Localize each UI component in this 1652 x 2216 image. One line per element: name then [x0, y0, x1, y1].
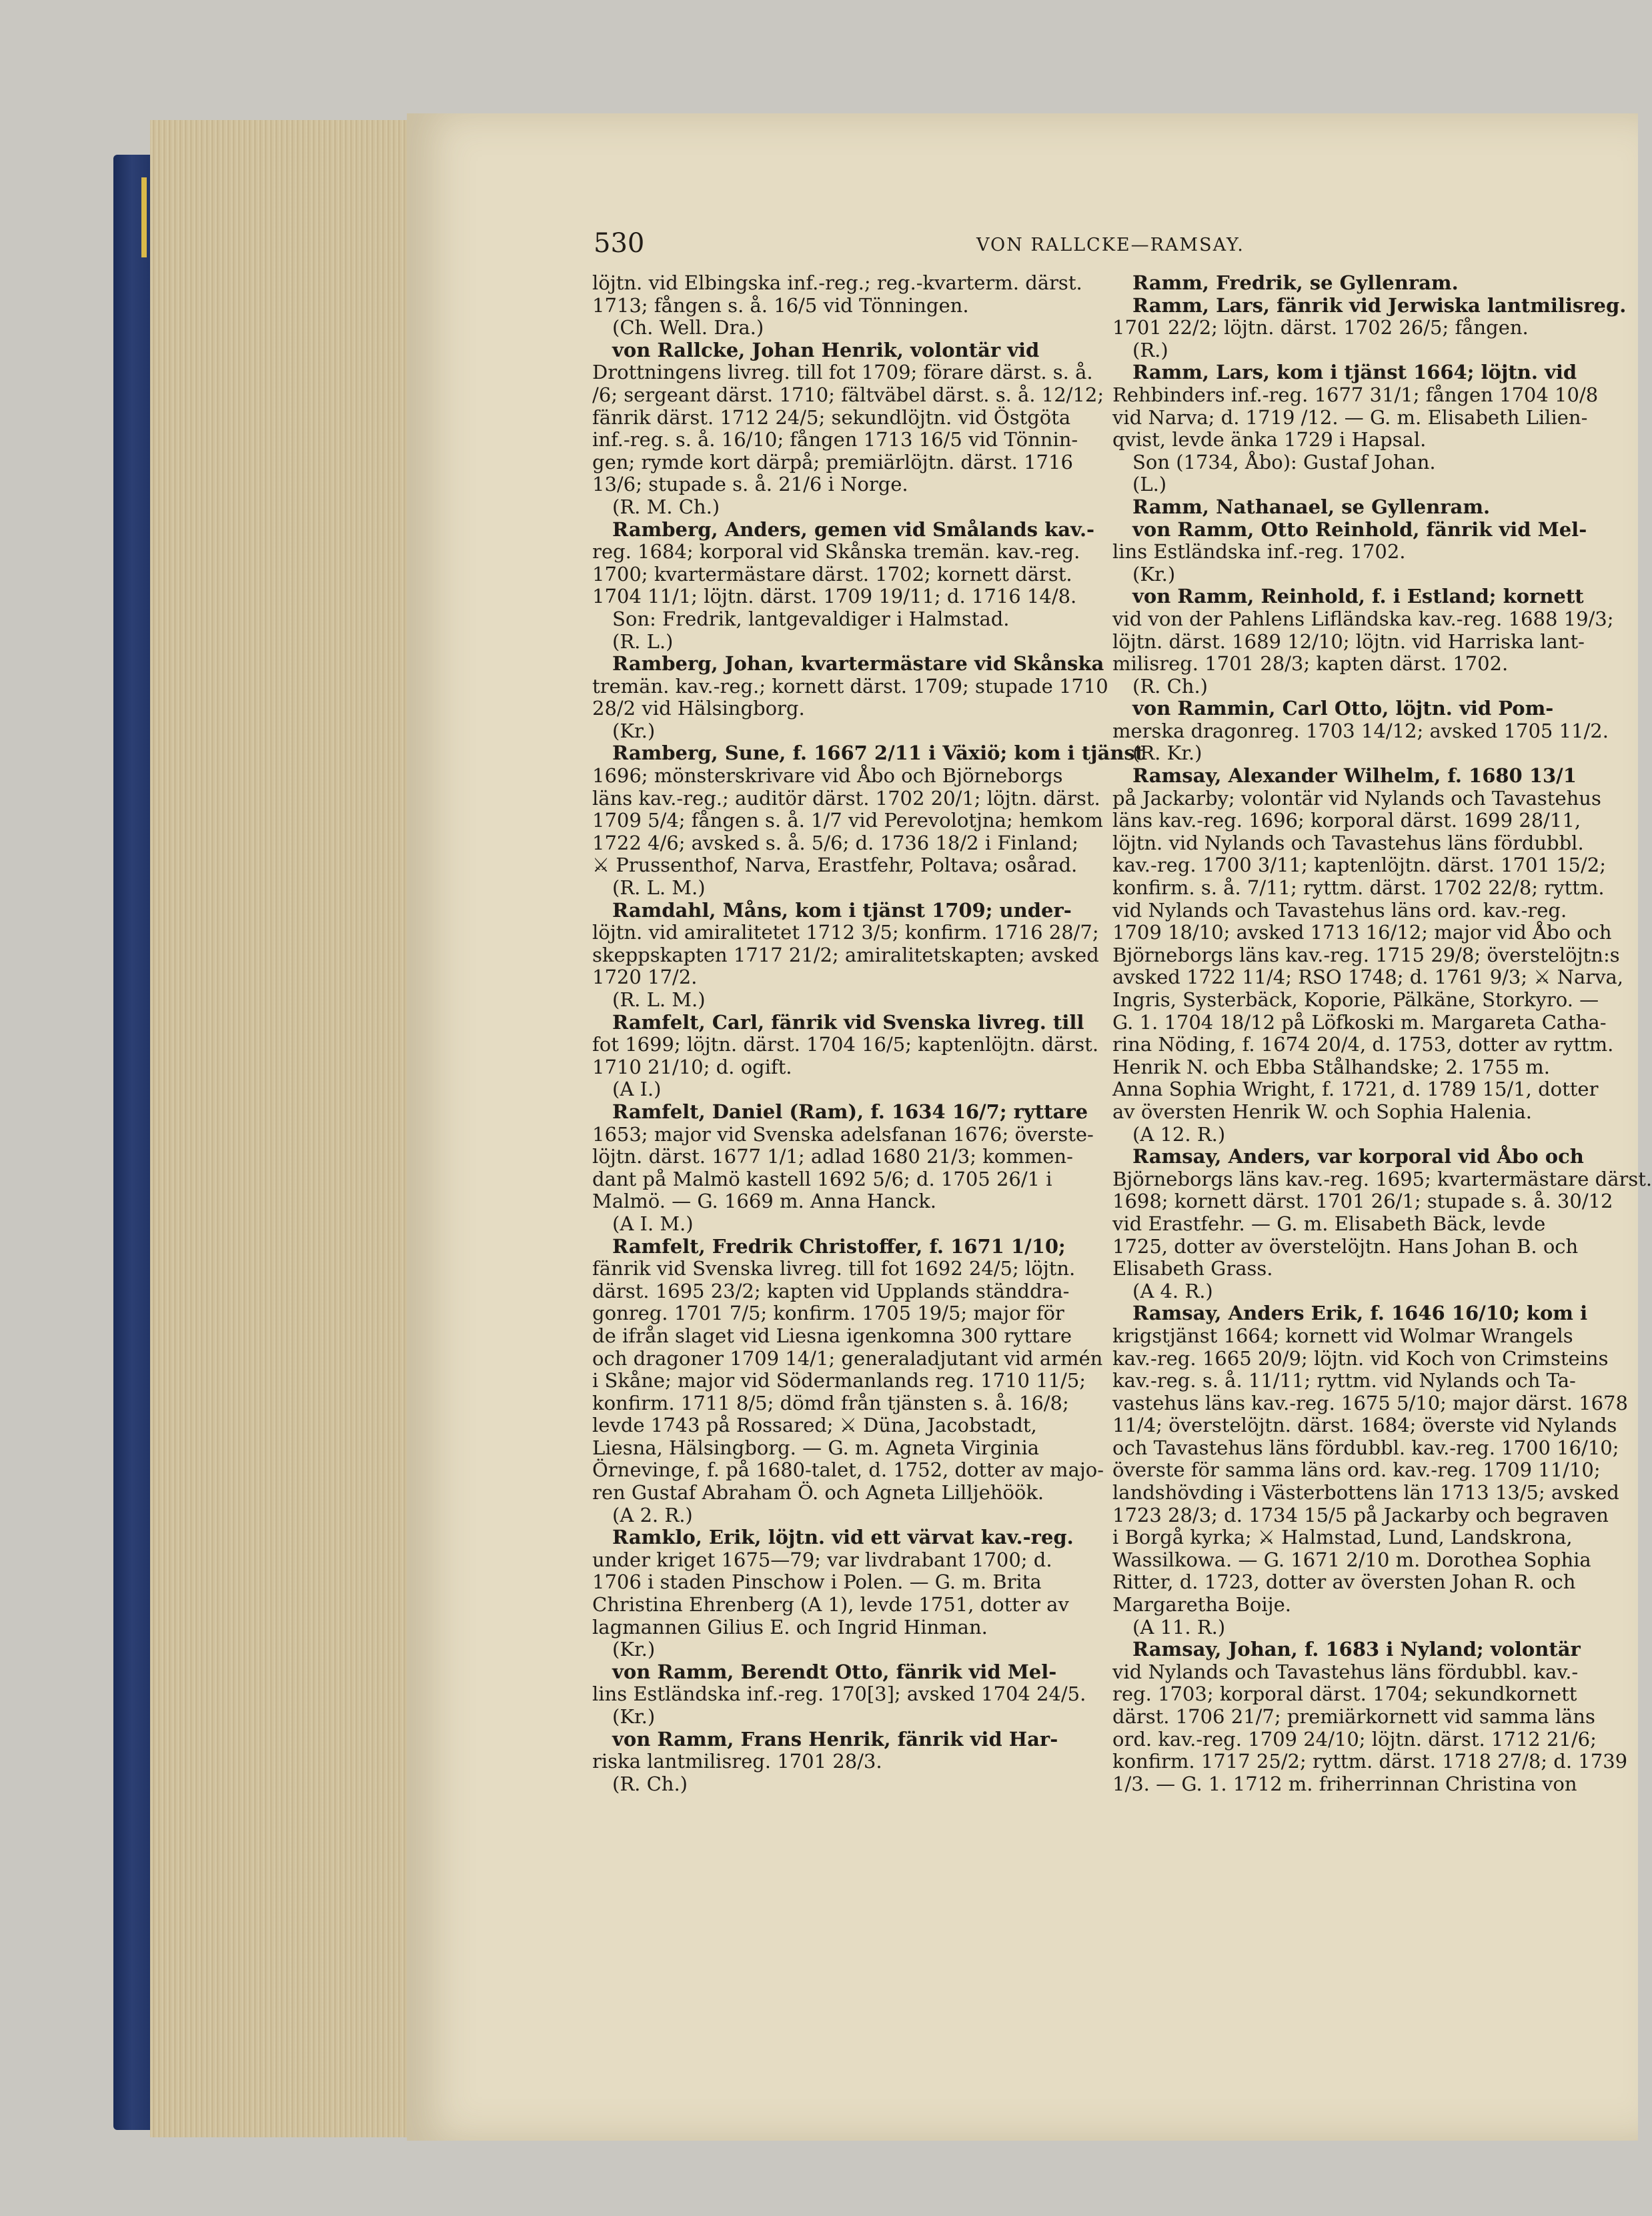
- text-line: löjtn. därst. 1689 12/10; löjtn. vid Harriska lant-: [1112, 630, 1585, 653]
- text-line: gonreg. 1701 7/5; konfirm. 1705 19/5; major för: [592, 1302, 1064, 1325]
- text-line: Christina Ehrenberg (A 1), levde 1751, dotter av: [592, 1593, 1069, 1616]
- text-line: 13/6; stupade s. å. 21/6 i Norge.: [592, 473, 908, 496]
- text-line: (R. L. M.): [612, 988, 706, 1011]
- text-line: reg. 1703; korporal därst. 1704; sekundkornett: [1112, 1683, 1577, 1706]
- text-line: von Rammin, Carl Otto, löjtn. vid Pom-: [1132, 697, 1554, 720]
- text-line: milisreg. 1701 28/3; kapten därst. 1702.: [1112, 652, 1509, 676]
- text-line: landshövding i Västerbottens län 1713 13/5; avsked: [1112, 1481, 1619, 1504]
- text-line: löjtn. vid Nylands och Tavastehus läns fördubbl.: [1112, 831, 1584, 854]
- text-line: (Kr.): [1132, 562, 1176, 586]
- text-line: (R. Kr.): [1132, 742, 1202, 765]
- text-line: Ramberg, Anders, gemen vid Smålands kav.-: [612, 517, 1095, 541]
- text-line: fänrik därst. 1712 24/5; sekundlöjtn. vid Östgöta: [592, 405, 1071, 429]
- text-line: (R. M. Ch.): [612, 495, 720, 518]
- text-line: gen; rymde kort därpå; premiärlöjtn. därst. 1716: [592, 450, 1073, 473]
- text-line: 1723 28/3; d. 1734 15/5 på Jackarby och begraven: [1112, 1503, 1609, 1526]
- text-line: och Tavastehus läns fördubbl. kav.-reg. 1700 16/10;: [1112, 1436, 1619, 1459]
- text-line: vid Nylands och Tavastehus läns ord. kav.-reg.: [1112, 898, 1567, 922]
- text-line: (A 11. R.): [1132, 1615, 1226, 1638]
- text-line: Ramfelt, Fredrik Christoffer, f. 1671 1/10;: [612, 1234, 1066, 1258]
- text-line: i Skåne; major vid Södermanlands reg. 1710 11/5;: [592, 1369, 1086, 1392]
- text-line: därst. 1706 21/7; premiärkornett vid samma läns: [1112, 1705, 1595, 1728]
- text-line: Rehbinders inf.-reg. 1677 31/1; fången 1704 10/8: [1112, 383, 1599, 406]
- text-line: Björneborgs läns kav.-reg. 1695; kvartermästare därst.: [1112, 1167, 1652, 1190]
- text-line: Drottningens livreg. till fot 1709; förare därst. s. å.: [592, 361, 1093, 384]
- text-line: skeppskapten 1717 21/2; amiralitetskapten; avsked: [592, 943, 1099, 966]
- text-line: konfirm. 1717 25/2; ryttm. därst. 1718 27/8; d. 1739: [1112, 1750, 1628, 1773]
- text-line: reg. 1684; korporal vid Skånska tremän. kav.-reg.: [592, 540, 1080, 564]
- text-line: Son: Fredrik, lantgevaldiger i Halmstad.: [612, 607, 1010, 630]
- text-line: kav.-reg. 1700 3/11; kaptenlöjtn. därst. 1701 15/2;: [1112, 854, 1606, 877]
- text-line: (A I. M.): [612, 1212, 694, 1235]
- text-line: Ramdahl, Måns, kom i tjänst 1709; under-: [612, 898, 1072, 922]
- text-line: konfirm. s. å. 7/11; ryttm. därst. 1702 22/8; ryttm.: [1112, 876, 1605, 900]
- text-line: Ramsay, Anders Erik, f. 1646 16/10; kom i: [1132, 1302, 1588, 1325]
- text-line: i Borgå kyrka; ⚔ Halmstad, Lund, Landskrona,: [1112, 1526, 1573, 1549]
- text-line: Ramsay, Johan, f. 1683 i Nyland; volontär: [1132, 1638, 1581, 1661]
- text-line: (Kr.): [612, 719, 656, 742]
- text-line: Ramsay, Alexander Wilhelm, f. 1680 13/1: [1132, 764, 1577, 788]
- text-line: 1720 17/2.: [592, 966, 698, 989]
- text-line: (R. L.): [612, 630, 674, 653]
- text-line: avsked 1722 11/4; RSO 1748; d. 1761 9/3; ⚔ Narva,: [1112, 966, 1624, 989]
- text-line: Anna Sophia Wright, f. 1721, d. 1789 15/1, dotter: [1112, 1078, 1599, 1101]
- cover-edge: [141, 177, 147, 257]
- text-line: 1713; fången s. å. 16/5 vid Tönningen.: [592, 293, 969, 317]
- text-line: rina Nöding, f. 1674 20/4, d. 1753, dotter av ryttm.: [1112, 1033, 1614, 1056]
- text-line: ord. kav.-reg. 1709 24/10; löjtn. därst. 1712 21/6;: [1112, 1727, 1597, 1751]
- text-line: von Ramm, Otto Reinhold, fänrik vid Mel-: [1132, 517, 1587, 541]
- text-line: 1725, dotter av överstelöjtn. Hans Johan B. och: [1112, 1234, 1579, 1258]
- text-line: 1709 5/4; fången s. å. 1/7 vid Perevolotjna; hemkom: [592, 809, 1103, 832]
- text-line: av översten Henrik W. och Sophia Halenia.: [1112, 1100, 1533, 1123]
- text-line: von Ramm, Berendt Otto, fänrik vid Mel-: [612, 1660, 1057, 1683]
- text-line: (Ch. Well. Dra.): [612, 316, 764, 339]
- text-line: (Kr.): [612, 1705, 656, 1728]
- text-line: Liesna, Hälsingborg. — G. m. Agneta Virginia: [592, 1436, 1040, 1459]
- text-line: lins Estländska inf.-reg. 1702.: [1112, 540, 1406, 564]
- text-line: kav.-reg. 1665 20/9; löjtn. vid Koch von Crimsteins: [1112, 1346, 1609, 1370]
- text-line: Örnevinge, f. på 1680-talet, d. 1752, dotter av majo-: [592, 1458, 1104, 1482]
- book-cover: [113, 155, 155, 2130]
- text-line: 1653; major vid Svenska adelsfanan 1676; överste-: [592, 1122, 1094, 1146]
- text-line: von Ramm, Frans Henrik, fänrik vid Har-: [612, 1727, 1058, 1751]
- text-line: under kriget 1675—79; var livdrabant 1700; d.: [592, 1548, 1052, 1571]
- text-line: Ramm, Lars, kom i tjänst 1664; löjtn. vid: [1132, 361, 1577, 384]
- text-line: 1/3. — G. 1. 1712 m. friherrinnan Christina von: [1112, 1772, 1577, 1795]
- text-line: läns kav.-reg.; auditör därst. 1702 20/1; löjtn. därst.: [592, 786, 1100, 810]
- text-line: därst. 1695 23/2; kapten vid Upplands ständdra-: [592, 1279, 1070, 1302]
- text-line: Margaretha Boije.: [1112, 1593, 1291, 1616]
- text-line: 1710 21/10; d. ogift.: [592, 1055, 792, 1078]
- text-line: vid Narva; d. 1719 /12. — G. m. Elisabeth Lilien-: [1112, 405, 1588, 429]
- text-line: (A I.): [612, 1078, 662, 1101]
- text-line: merska dragonreg. 1703 14/12; avsked 1705 11/2.: [1112, 719, 1609, 742]
- text-line: fot 1699; löjtn. därst. 1704 16/5; kaptenlöjtn. därst.: [592, 1033, 1099, 1056]
- text-line: Ramm, Nathanael, se Gyllenram.: [1132, 495, 1491, 518]
- text-line: von Rallcke, Johan Henrik, volontär vid: [612, 338, 1040, 361]
- text-line: (A 2. R.): [612, 1503, 693, 1526]
- text-line: (A 4. R.): [1132, 1279, 1213, 1302]
- text-line: (R. Ch.): [1132, 674, 1208, 698]
- text-line: riska lantmilisreg. 1701 28/3.: [592, 1750, 882, 1773]
- text-line: kav.-reg. s. å. 11/11; ryttm. vid Nylands och Ta-: [1112, 1369, 1576, 1392]
- text-line: vid Nylands och Tavastehus läns fördubbl. kav.-: [1112, 1660, 1579, 1683]
- text-line: G. 1. 1704 18/12 på Löfkoski m. Margareta Catha-: [1112, 1010, 1607, 1034]
- text-line: Wassilkowa. — G. 1671 2/10 m. Dorothea Sophia: [1112, 1548, 1591, 1571]
- text-line: Ramfelt, Carl, fänrik vid Svenska livreg. till: [612, 1010, 1084, 1034]
- text-line: vastehus läns kav.-reg. 1675 5/10; major därst. 1678: [1112, 1391, 1628, 1414]
- text-line: Ramsay, Anders, var korporal vid Åbo och: [1132, 1145, 1584, 1168]
- text-line: Ramm, Fredrik, se Gyllenram.: [1132, 271, 1459, 294]
- text-line: Ramberg, Johan, kvartermästare vid Skånska: [612, 652, 1104, 676]
- text-line: Henrik N. och Ebba Stålhandske; 2. 1755 m.: [1112, 1055, 1550, 1078]
- text-line: /6; sergeant därst. 1710; fältväbel därst. s. å. 12/12;: [592, 383, 1104, 406]
- page-number: 530: [594, 228, 645, 259]
- text-line: överste för samma läns ord. kav.-reg. 1709 11/10;: [1112, 1458, 1601, 1482]
- text-line: Son (1734, Åbo): Gustaf Johan.: [1132, 450, 1436, 473]
- page-block-edges: [150, 120, 415, 2137]
- text-line: Ingris, Systerbäck, Koporie, Pälkäne, Storkyro. —: [1112, 988, 1599, 1011]
- text-line: på Jackarby; volontär vid Nylands och Tavastehus: [1112, 786, 1601, 810]
- text-line: Elisabeth Grass.: [1112, 1257, 1273, 1280]
- text-line: levde 1743 på Rossared; ⚔ Düna, Jacobstadt,: [592, 1414, 1037, 1437]
- text-line: Malmö. — G. 1669 m. Anna Hanck.: [592, 1190, 936, 1213]
- text-line: (Kr.): [612, 1638, 656, 1661]
- text-line: Ramberg, Sune, f. 1667 2/11 i Växiö; kom i tjänst: [612, 742, 1144, 765]
- text-line: löjtn. vid amiralitetet 1712 3/5; konfirm. 1716 28/7;: [592, 921, 1099, 944]
- text-line: 11/4; överstelöjtn. därst. 1684; överste vid Nylands: [1112, 1414, 1617, 1437]
- text-line: krigstjänst 1664; kornett vid Wolmar Wrangels: [1112, 1324, 1573, 1347]
- text-line: konfirm. 1711 8/5; dömd från tjänsten s. å. 16/8;: [592, 1391, 1069, 1414]
- text-line: von Ramm, Reinhold, f. i Estland; kornett: [1132, 585, 1584, 608]
- text-line: (R.): [1132, 338, 1168, 361]
- text-line: Ramfelt, Daniel (Ram), f. 1634 16/7; ryttare: [612, 1100, 1088, 1123]
- text-line: Ramm, Lars, fänrik vid Jerwiska lantmilisreg.: [1132, 293, 1627, 317]
- text-line: och dragoner 1709 14/1; generaladjutant vid armén: [592, 1346, 1103, 1370]
- text-line: tremän. kav.-reg.; kornett därst. 1709; stupade 1710: [592, 674, 1108, 698]
- running-head: VON RALLCKE—RAMSAY.: [976, 235, 1245, 255]
- text-line: (L.): [1132, 473, 1167, 496]
- text-line: ⚔ Prussenthof, Narva, Erastfehr, Poltava; osårad.: [592, 854, 1078, 877]
- text-line: (A 12. R.): [1132, 1122, 1226, 1146]
- text-line: 1706 i staden Pinschow i Polen. — G. m. Brita: [592, 1570, 1042, 1594]
- text-line: lagmannen Gilius E. och Ingrid Hinman.: [592, 1615, 988, 1638]
- text-line: löjtn. vid Elbingska inf.-reg.; reg.-kvarterm. därst.: [592, 271, 1082, 294]
- text-line: qvist, levde änka 1729 i Hapsal.: [1112, 428, 1427, 451]
- text-line: vid Erastfehr. — G. m. Elisabeth Bäck, levde: [1112, 1212, 1546, 1235]
- text-line: 1701 22/2; löjtn. därst. 1702 26/5; fången.: [1112, 316, 1529, 339]
- text-line: Ramklo, Erik, löjtn. vid ett värvat kav.-reg.: [612, 1526, 1074, 1549]
- text-line: 1704 11/1; löjtn. därst. 1709 19/11; d. 1716 14/8.: [592, 585, 1077, 608]
- text-line: fänrik vid Svenska livreg. till fot 1692 24/5; löjtn.: [592, 1257, 1076, 1280]
- text-line: (R. L. M.): [612, 876, 706, 900]
- text-line: 1709 18/10; avsked 1713 16/12; major vid Åbo och: [1112, 921, 1612, 944]
- text-line: löjtn. därst. 1677 1/1; adlad 1680 21/3; kommen-: [592, 1145, 1073, 1168]
- text-line: 1700; kvartermästare därst. 1702; kornett därst.: [592, 562, 1072, 586]
- right-column: [1112, 271, 1652, 1795]
- text-line: de ifrån slaget vid Liesna igenkomna 300 ryttare: [592, 1324, 1072, 1347]
- text-line: läns kav.-reg. 1696; korporal därst. 1699 28/11,: [1112, 809, 1581, 832]
- text-line: Ritter, d. 1723, dotter av översten Johan R. och: [1112, 1570, 1576, 1594]
- text-line: 28/2 vid Hälsingborg.: [592, 697, 805, 720]
- text-line: inf.-reg. s. å. 16/10; fången 1713 16/5 vid Tönnin-: [592, 428, 1078, 451]
- text-line: ren Gustaf Abraham Ö. och Agneta Lilljehöök.: [592, 1481, 1044, 1504]
- text-line: vid von der Pahlens Lifländska kav.-reg. 1688 19/3;: [1112, 607, 1614, 630]
- text-line: 1696; mönsterskrivare vid Åbo och Björneborgs: [592, 764, 1063, 788]
- text-line: 1722 4/6; avsked s. å. 5/6; d. 1736 18/2 i Finland;: [592, 831, 1078, 854]
- text-line: 1698; kornett därst. 1701 26/1; stupade s. å. 30/12: [1112, 1190, 1613, 1213]
- text-line: (R. Ch.): [612, 1772, 688, 1795]
- text-line: dant på Malmö kastell 1692 5/6; d. 1705 26/1 i: [592, 1167, 1052, 1190]
- text-line: lins Estländska inf.-reg. 170[3]; avsked 1704 24/5.: [592, 1683, 1086, 1706]
- left-column: [592, 271, 1144, 1795]
- text-line: Björneborgs läns kav.-reg. 1715 29/8; överstelöjtn:s: [1112, 943, 1620, 966]
